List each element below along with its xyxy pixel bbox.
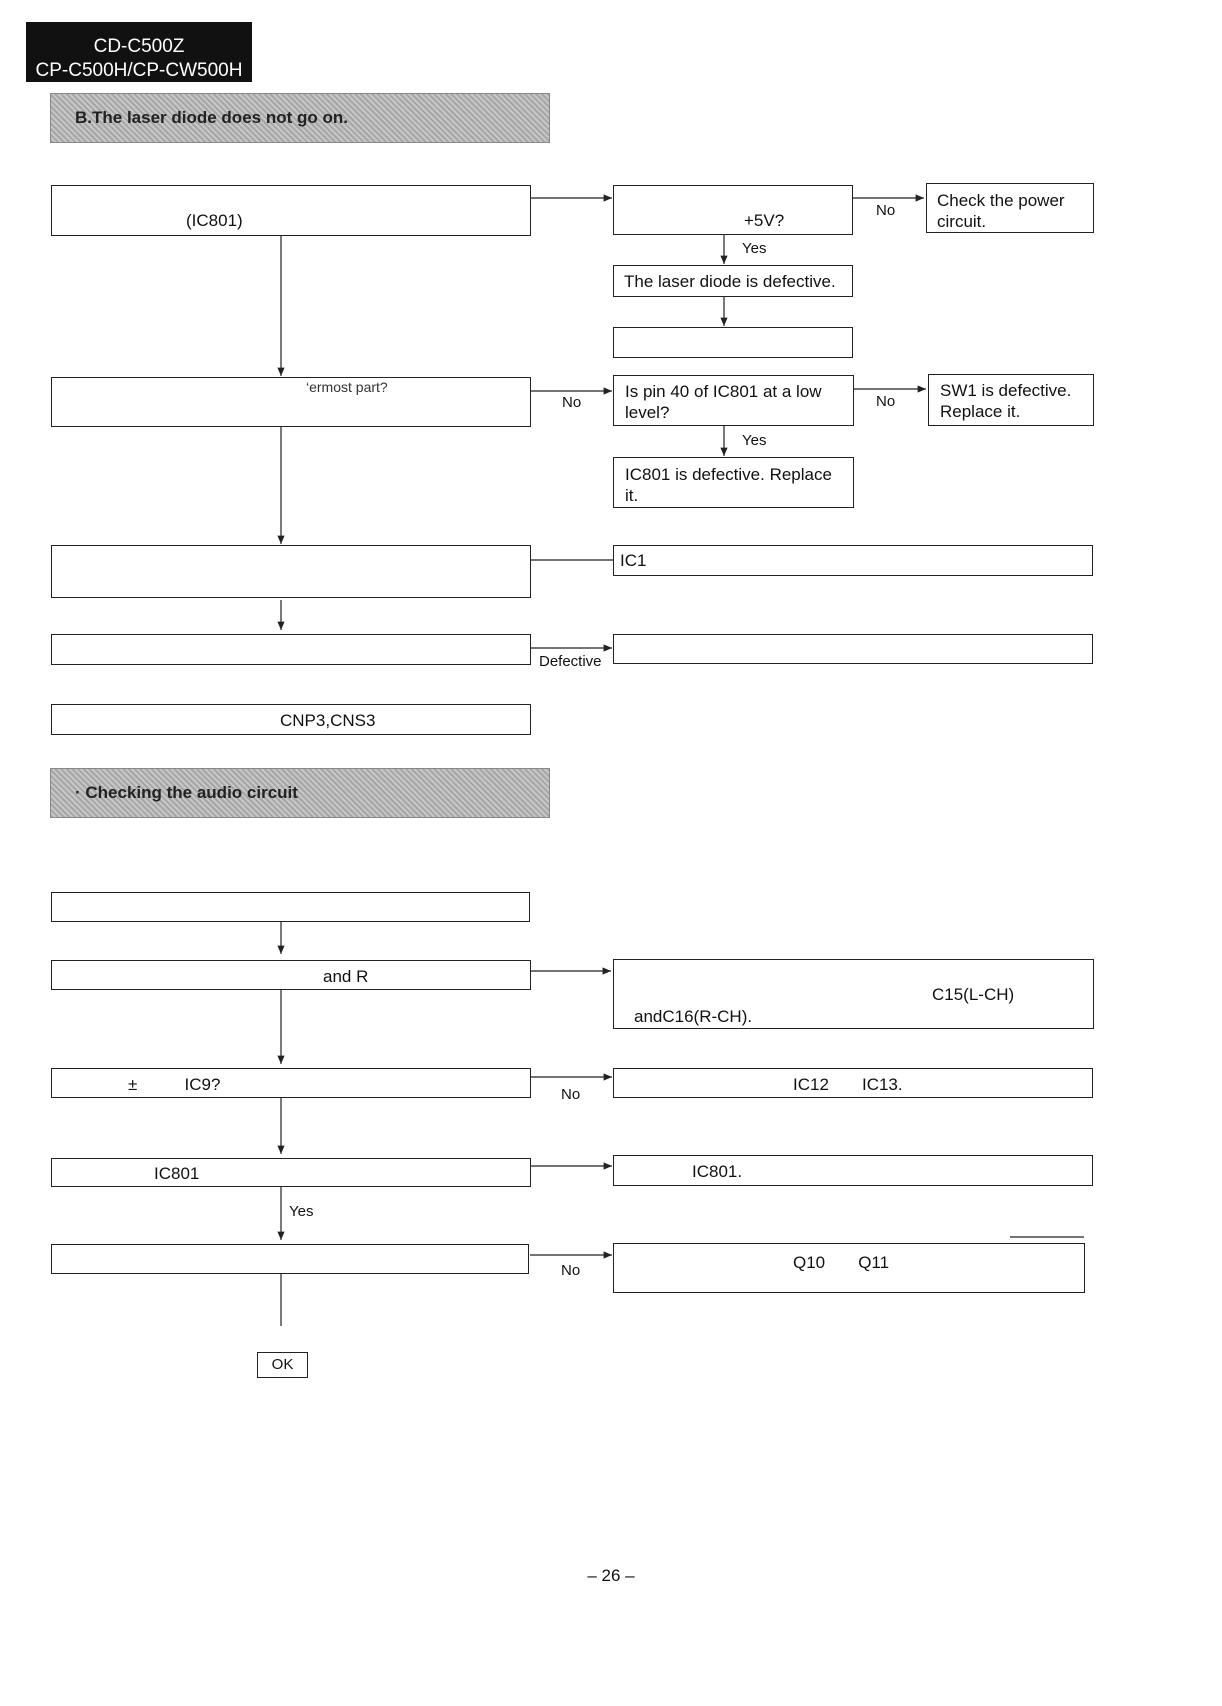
flow-box-b13 [613,634,1093,664]
flow-box-c7-text: IC801. [692,1162,743,1181]
flow-box-b11-text: IC1 [620,551,647,570]
flow-box-c4 [51,1068,531,1098]
flow-box-b8 [928,374,1094,426]
label-no-b7: No [876,393,896,410]
flow-box-b2 [613,185,853,235]
flow-box-c2-text: and R [323,967,369,986]
label-no-b6: No [562,394,582,411]
label-no-c4: No [561,1086,581,1103]
label-no-b2: No [876,202,896,219]
label-no-c8: No [561,1262,581,1279]
flow-box-b14 [51,704,531,735]
flow-box-b4 [613,265,853,297]
flow-box-c6 [51,1158,531,1187]
flow-box-b5 [613,327,853,358]
label-yes-c6: Yes [289,1203,314,1220]
flow-box-b10 [51,545,531,598]
flow-box-b2-text: +5V? [744,211,785,230]
flow-box-b11 [613,545,1093,576]
flow-box-c5-text: IC12 IC13. [793,1075,903,1094]
flow-box-c9-text: Q10 Q11 [793,1253,890,1272]
flow-box-b9 [613,457,854,508]
flow-box-c1 [51,892,530,922]
flow-box-b3 [926,183,1094,233]
flow-box-b7 [613,375,854,426]
section-b-title: B.The laser diode does not go on. [75,108,348,127]
flow-box-c7 [613,1155,1093,1186]
flow-box-c8 [51,1244,529,1274]
flow-box-b12 [51,634,531,665]
flow-box-c3 [613,959,1094,1029]
model-line-2: CP-C500H/CP-CW500H [35,60,243,81]
flow-box-b6 [51,377,531,427]
flow-box-b9-text: IC801 is defective. Replace it. [625,465,832,505]
section-c-title: · Checking the audio circuit [75,783,298,802]
model-line-1: CD-C500Z [93,36,185,57]
flow-box-b14-text: CNP3,CNS3 [280,711,376,730]
label-yes-b7: Yes [742,432,767,449]
label-defective: Defective [539,653,602,670]
flow-box-c2 [51,960,531,990]
page-number: – 26 – [587,1566,635,1585]
flow-box-c6-text: IC801 [154,1164,200,1183]
flow-end-ok-text: OK [271,1356,294,1373]
flow-box-b6-text: ‘ermost part? [306,379,388,395]
flow-box-c4-text: ± IC9? [128,1075,221,1094]
flow-box-c9 [613,1243,1085,1293]
flow-box-b1 [51,185,531,236]
flow-box-c3-text-b: andC16(R-CH). [634,1007,753,1026]
flow-box-c5 [613,1068,1093,1098]
flow-box-c3-text-a: C15(L-CH) [932,985,1015,1004]
flow-end-ok [257,1352,308,1378]
flow-box-b7-text: Is pin 40 of IC801 at a low level? [625,382,822,422]
label-yes-b2: Yes [742,240,767,257]
flow-box-b1-text: (IC801) [186,211,243,230]
flow-box-b3-text: Check the power circuit. [937,191,1065,231]
flow-box-b4-text: The laser diode is defective. [624,272,836,291]
flow-box-b8-text: SW1 is defective. Replace it. [940,381,1072,421]
